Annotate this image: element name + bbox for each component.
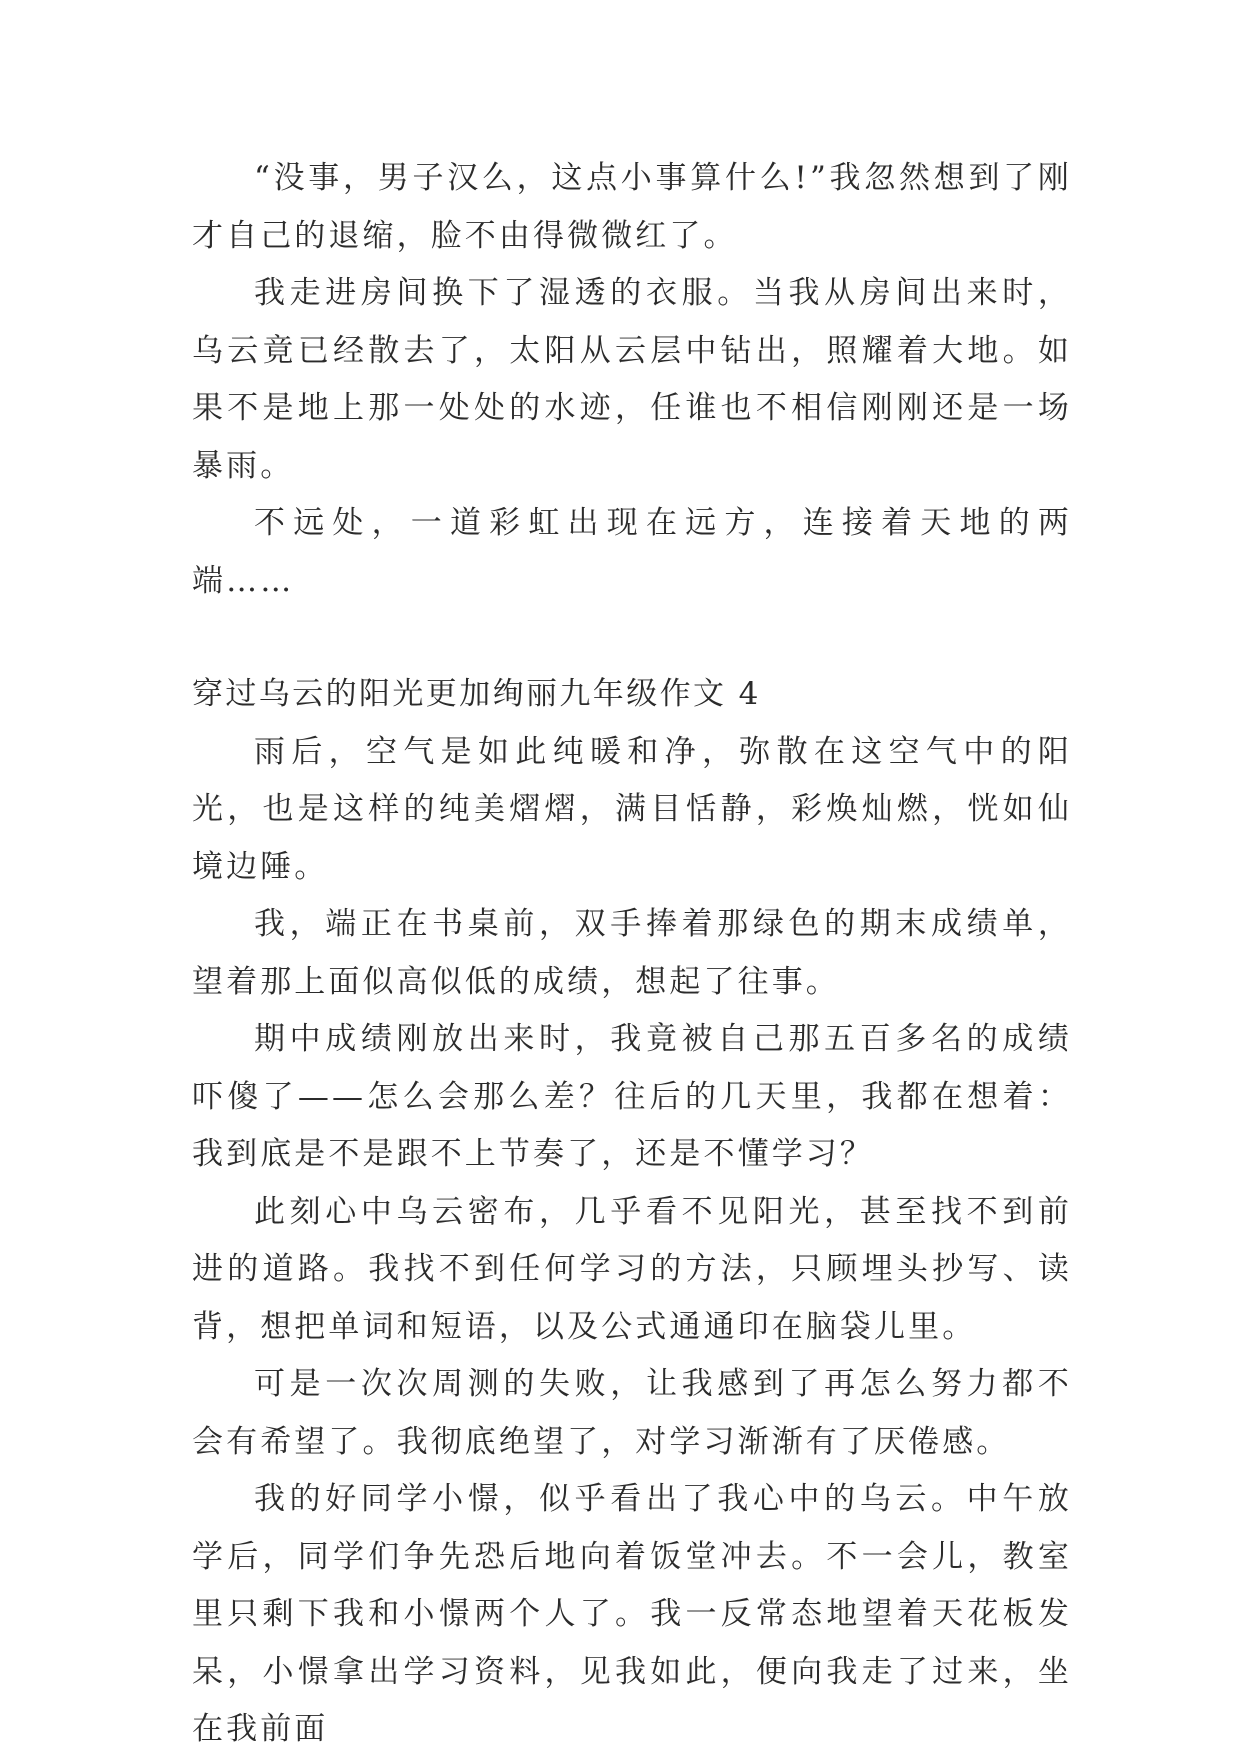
paragraph: 雨后，空气是如此纯暖和净，弥散在这空气中的阳光，也是这样的纯美熠熠，满目恬静，彩焕灿燃，恍如仙境边陲。 <box>192 733 1072 885</box>
paragraph: 此刻心中乌云密布，几乎看不见阳光，甚至找不到前进的道路。我找不到任何学习的方法，只顾埋头抄写、读背，想把单词和短语，以及公式通通印在脑袋儿里。 <box>192 1193 1072 1345</box>
section-title: 穿过乌云的阳光更加绚丽九年级作文 4 <box>192 676 761 712</box>
document-body <box>192 150 1072 1759</box>
paragraph: 期中成绩刚放出来时，我竟被自己那五百多名的成绩吓傻了——怎么会那么差？往后的几天里，我都在想着：我到底是不是跟不上节奏了，还是不懂学习？ <box>192 1021 1072 1172</box>
paragraph: 可是一次次周测的失败，让我感到了再怎么努力都不会有希望了。我彻底绝望了，对学习渐渐有了厌倦感。 <box>192 1366 1072 1460</box>
paragraph: 我走进房间换下了湿透的衣服。当我从房间出来时，乌云竟已经散去了，太阳从云层中钻出，照耀着大地。如果不是地上那一处处的水迹，任谁也不相信刚刚还是一场暴雨。 <box>192 275 1072 484</box>
paragraph: 我的好同学小憬，似乎看出了我心中的乌云。中午放学后，同学们争先恐后地向着饭堂冲去。不一会儿，教室里只剩下我和小憬两个人了。我一反常态地望着天花板发呆，小憬拿出学习资料，见我如此，便向我走了过来，坐在我前面 <box>192 1481 1072 1747</box>
paragraph: “没事，男子汉么，这点小事算什么!”我忽然想到了刚才自己的退缩，脸不由得微微红了。 <box>192 160 1072 254</box>
paragraph: 不远处，一道彩虹出现在远方，连接着天地的两端…… <box>192 505 1072 599</box>
paragraph: 我，端正在书桌前，双手捧着那绿色的期末成绩单，望着那上面似高似低的成绩，想起了往事。 <box>192 906 1072 1000</box>
